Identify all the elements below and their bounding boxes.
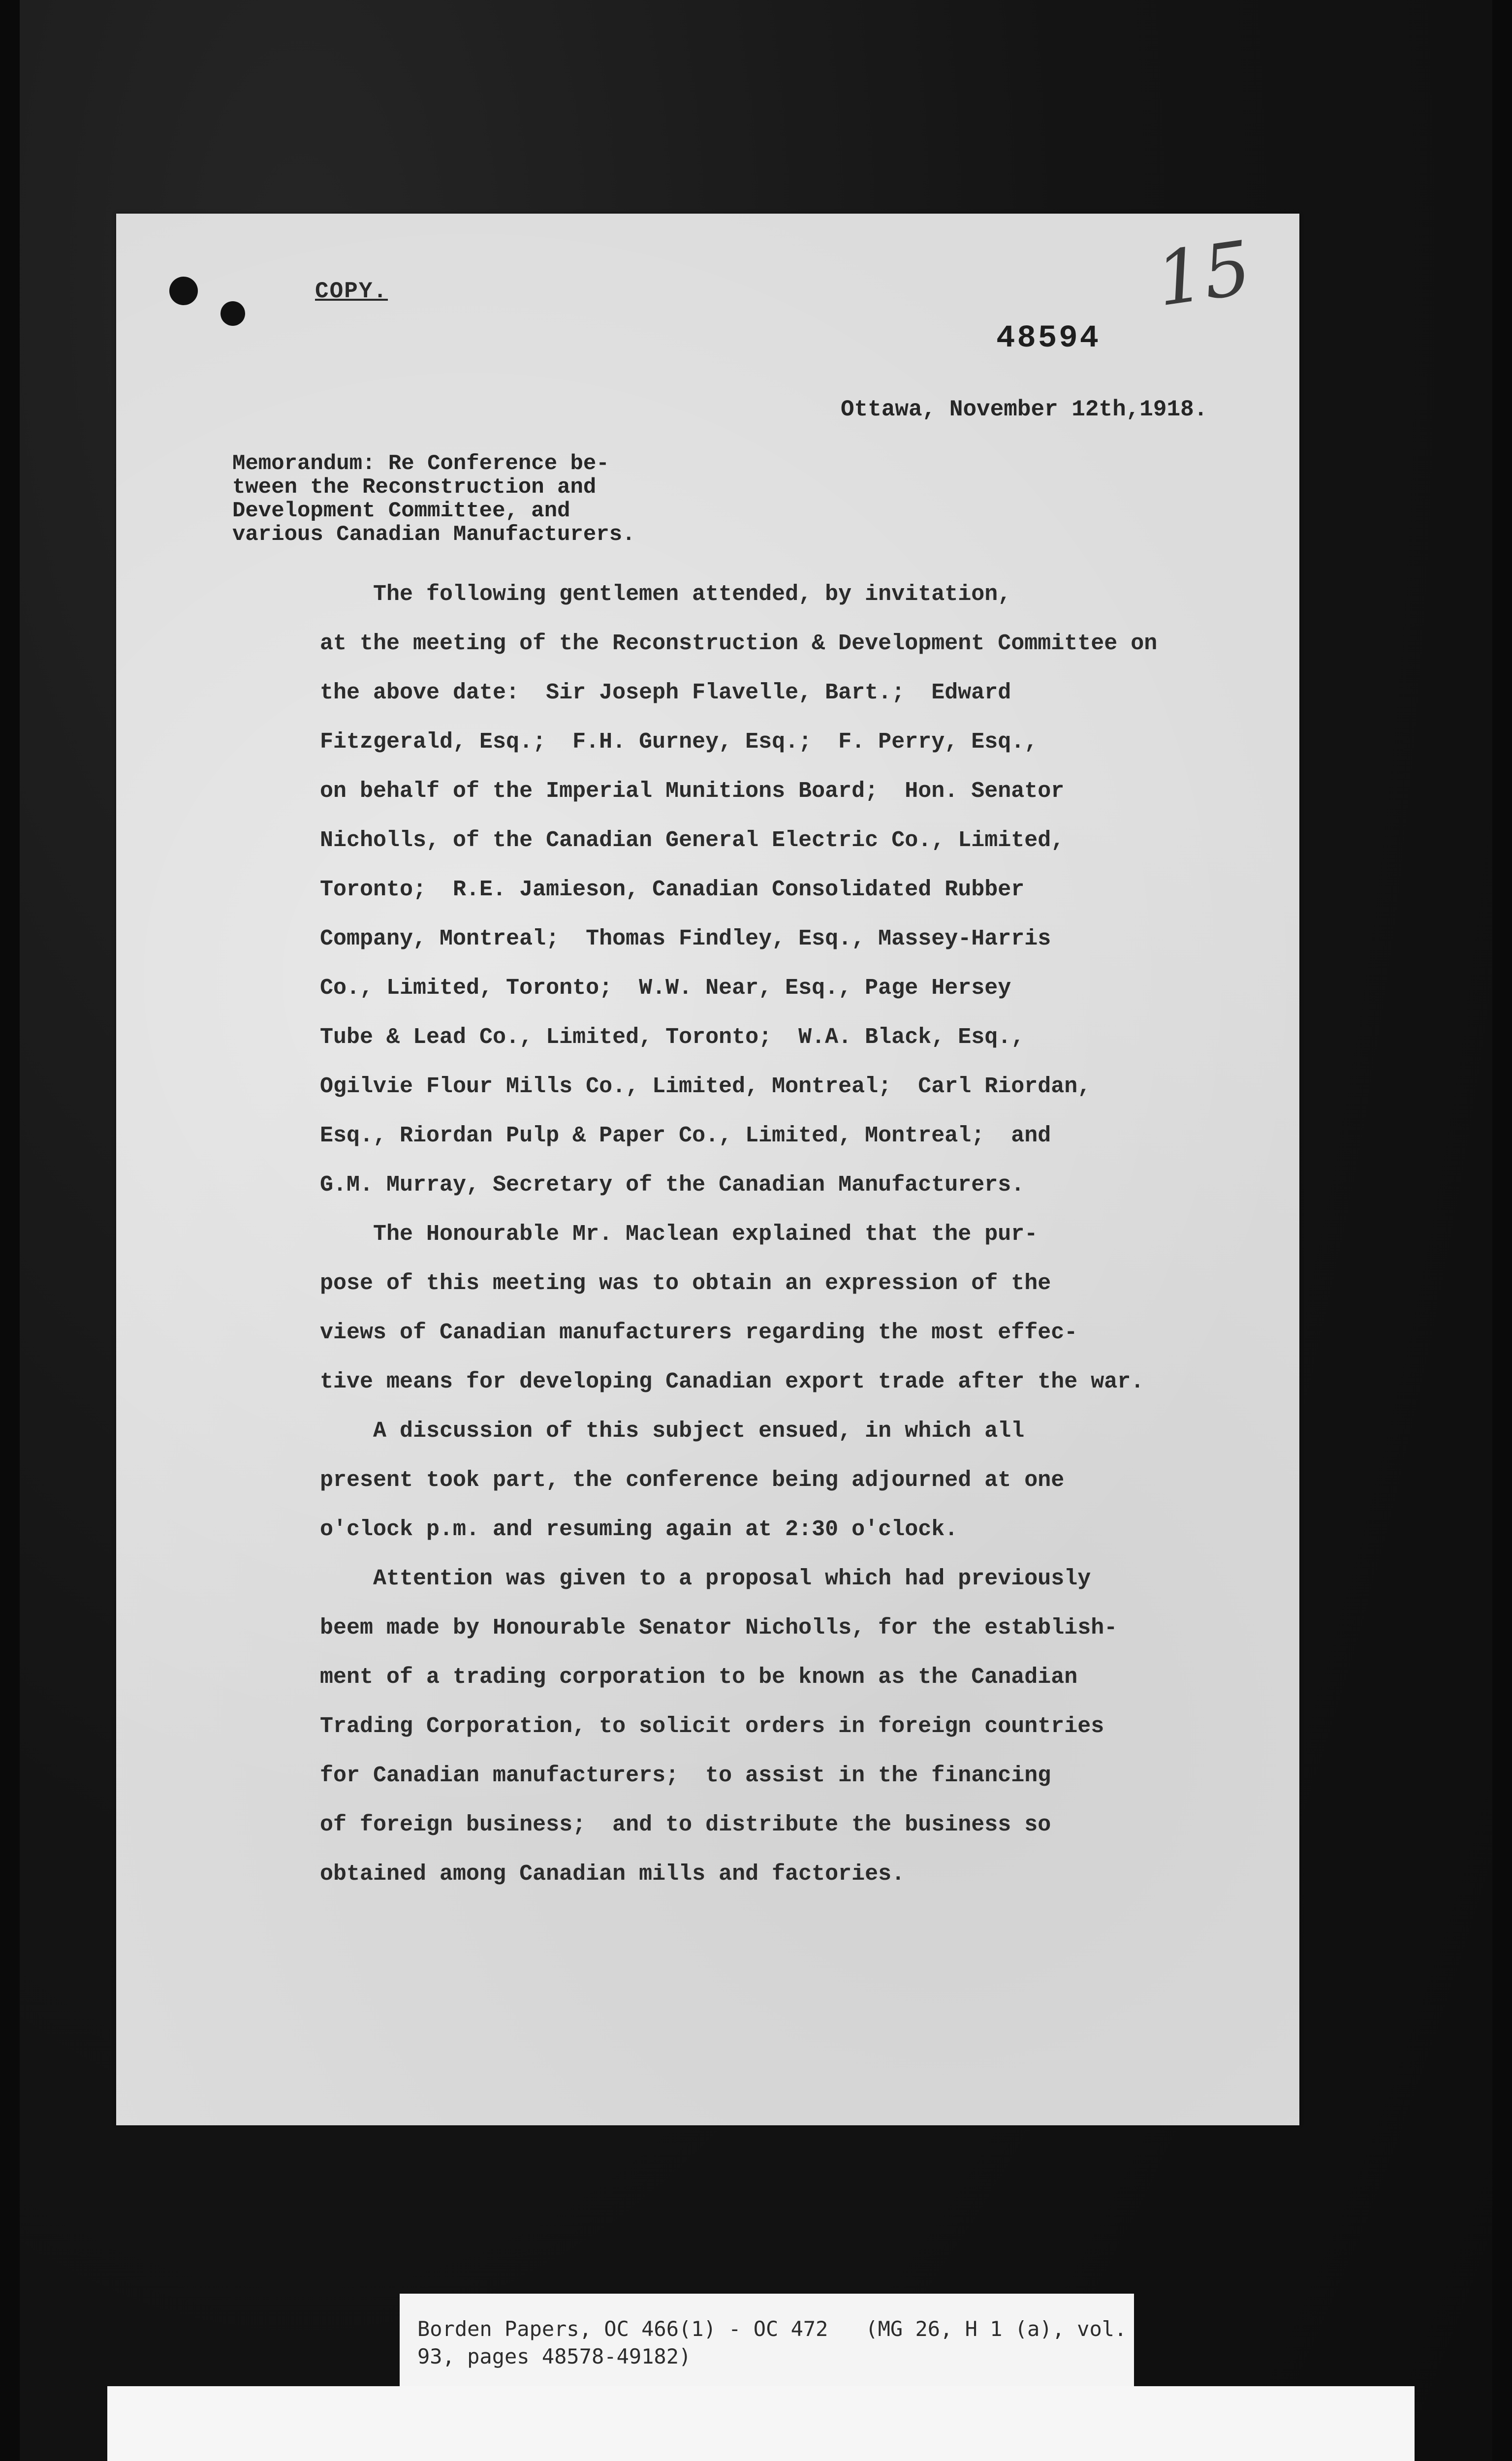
handwritten-folio-number: 15 — [1151, 225, 1257, 323]
body-line: o'clock p.m. and resuming again at 2:30 o'clock. — [320, 1517, 958, 1542]
body-line: Tube & Lead Co., Limited, Toronto; W.A. Black, Esq., — [320, 1025, 1025, 1050]
body-line: Toronto; R.E. Jamieson, Canadian Consolidated Rubber — [320, 877, 1025, 902]
body-line: beem made by Honourable Senator Nicholls, for the establish- — [320, 1615, 1118, 1641]
public-archives-card — [107, 2386, 1415, 2461]
source-reference-note — [400, 2294, 1134, 2395]
memo-heading-line: tween the Reconstruction and — [232, 475, 597, 500]
body-line: Esq., Riordan Pulp & Paper Co., Limited, Montreal; and — [320, 1123, 1051, 1148]
film-edge-left — [0, 0, 20, 2461]
body-line: tive means for developing Canadian export trade after the war. — [320, 1369, 1144, 1394]
body-line: the above date: Sir Joseph Flavelle, Bart.; Edward — [320, 680, 1011, 705]
body-line: Trading Corporation, to solicit orders in foreign countries — [320, 1714, 1104, 1739]
source-note-line: Borden Papers, OC 466(1) - OC 472 (MG 26, H 1 (a), vol. — [417, 2317, 1127, 2341]
date-line: Ottawa, November 12th,1918. — [841, 397, 1208, 422]
punch-hole-mark — [220, 301, 245, 326]
body-line: Company, Montreal; Thomas Findley, Esq., Massey-Harris — [320, 926, 1051, 951]
body-line: ment of a trading corporation to be known as the Canadian — [320, 1665, 1078, 1690]
body-line: Nicholls, of the Canadian General Electric Co., Limited, — [320, 828, 1065, 853]
body-line: obtained among Canadian mills and factories. — [320, 1862, 905, 1887]
body-line: pose of this meeting was to obtain an expression of the — [320, 1271, 1051, 1296]
body-line: for Canadian manufacturers; to assist in the financing — [320, 1763, 1051, 1788]
body-line: present took part, the conference being adjourned at one — [320, 1468, 1065, 1493]
page-number: 48594 — [996, 321, 1101, 356]
body-line: Ogilvie Flour Mills Co., Limited, Montreal; Carl Riordan, — [320, 1074, 1091, 1099]
copy-label: COPY. — [315, 279, 388, 304]
body-line: at the meeting of the Reconstruction & Development Committee on — [320, 631, 1158, 656]
body-line: Fitzgerald, Esq.; F.H. Gurney, Esq.; F. Perry, Esq., — [320, 729, 1038, 755]
memo-body — [320, 570, 1285, 1899]
body-line: Co., Limited, Toronto; W.W. Near, Esq., Page Hersey — [320, 976, 1011, 1001]
body-line: The Honourable Mr. Maclean explained that the pur- — [320, 1222, 1038, 1247]
body-line: The following gentlemen attended, by invitation, — [320, 582, 1011, 607]
body-line: A discussion of this subject ensued, in which all — [320, 1419, 1025, 1444]
body-line: of foreign business; and to distribute the business so — [320, 1812, 1051, 1837]
source-note-line: 93, pages 48578-49182) — [417, 2344, 692, 2368]
memo-heading-line: various Canadian Manufacturers. — [232, 522, 635, 547]
memo-heading-line: Memorandum: Re Conference be- — [232, 451, 609, 476]
memo-heading-line: Development Committee, and — [232, 499, 570, 523]
body-line: G.M. Murray, Secretary of the Canadian Manufacturers. — [320, 1172, 1025, 1198]
body-line: on behalf of the Imperial Munitions Board; Hon. Senator — [320, 779, 1065, 804]
punch-hole-mark — [169, 277, 198, 305]
film-edge-right — [1492, 0, 1512, 2461]
body-line: Attention was given to a proposal which had previously — [320, 1566, 1091, 1591]
body-line: views of Canadian manufacturers regarding the most effec- — [320, 1320, 1078, 1345]
memo-heading — [232, 452, 635, 546]
